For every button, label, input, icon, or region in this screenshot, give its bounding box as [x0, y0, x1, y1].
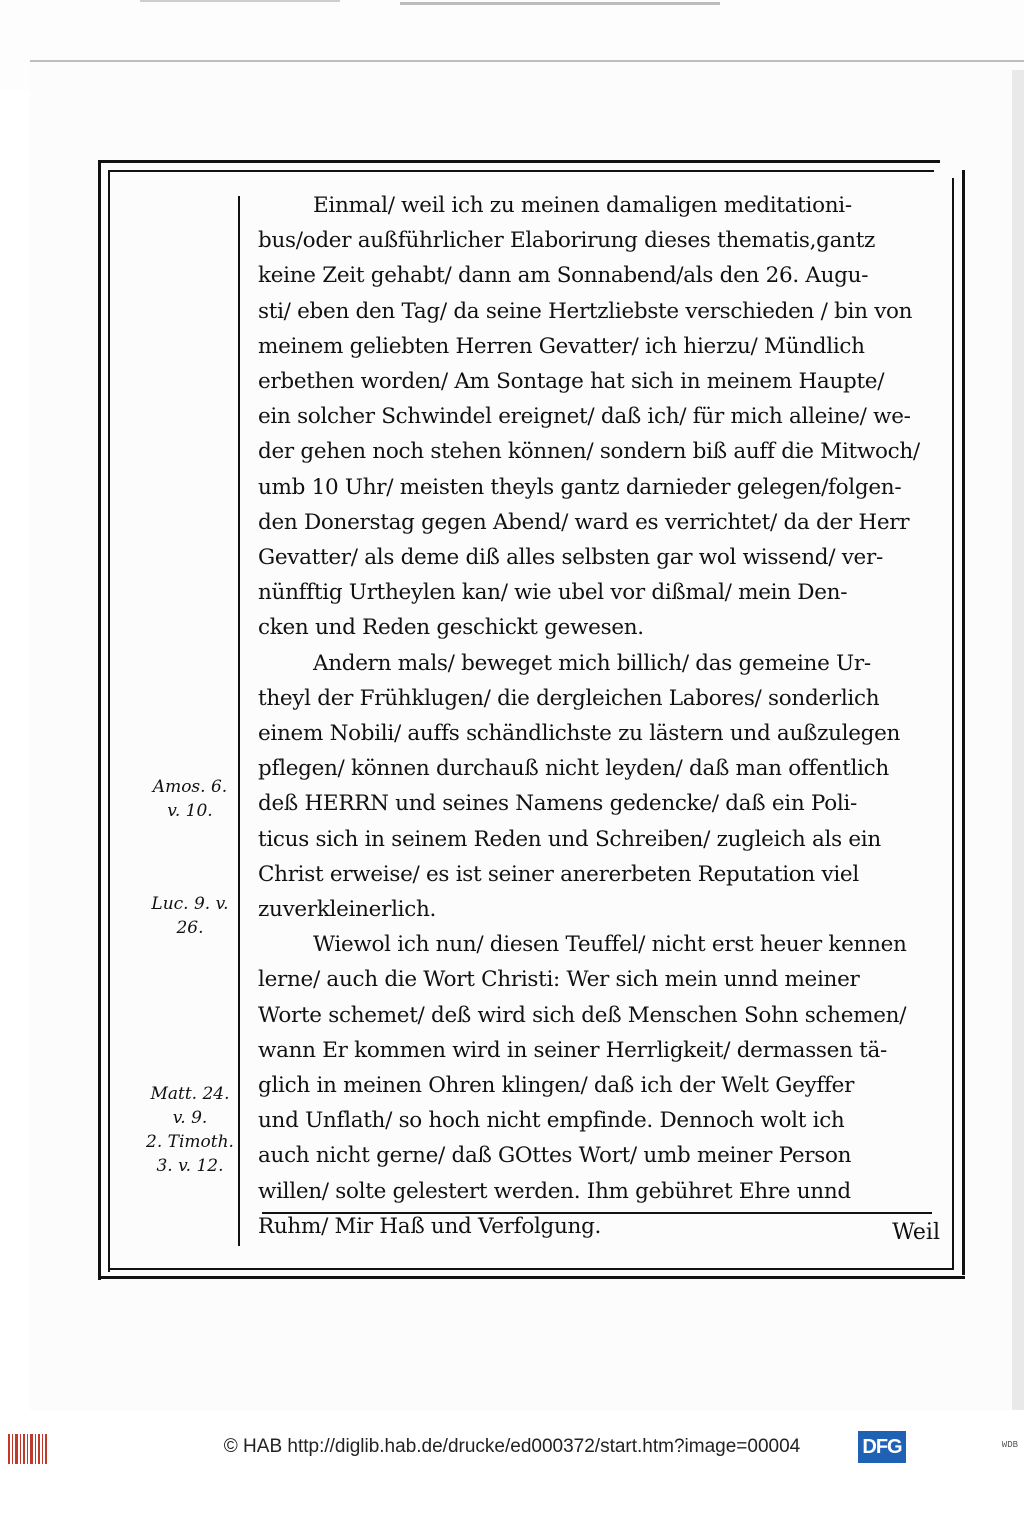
print-speck: [140, 0, 340, 2]
text-line: Andern mals/ beweget mich billich/ das gemeine Ur-: [313, 650, 871, 676]
text-line: und Unflath/ so hoch nicht empfinde. Dennoch wolt ich: [258, 1108, 845, 1134]
text-line: willen/ solte gelestert werden. Ihm gebühret Ehre unnd: [258, 1178, 851, 1204]
print-speck: [400, 2, 720, 5]
dfg-logo[interactable]: DFG: [858, 1431, 906, 1463]
footer-bar: [0, 1410, 1024, 1524]
margin-note: [140, 892, 240, 1082]
margin-note-line: v. 9.: [172, 1108, 208, 1128]
frame-bottom-inner: [108, 1268, 954, 1270]
text-line: sti/ eben den Tag/ da seine Hertzliebste verschieden / bin von: [258, 298, 913, 324]
frame-right-outer: [962, 170, 965, 1275]
text-line: cken und Reden geschickt gewesen.: [258, 615, 644, 641]
frame-bottom-outer: [98, 1276, 965, 1279]
frame-top-inner: [108, 170, 934, 172]
text-line: pflegen/ können durchauß nicht leyden/ daß man offentlich: [258, 756, 889, 782]
text-line: deß HERRN und seines Namens gedencke/ daß ein Poli-: [258, 791, 857, 817]
margin-notes: [140, 775, 240, 1178]
text-line: erbethen worden/ Am Sontage hat sich in meinem Haupte/: [258, 369, 885, 395]
main-text-block: [258, 188, 938, 1244]
text-line: Worte schemet/ deß wird sich deß Menschen Sohn schemen/: [258, 1002, 907, 1028]
text-line: umb 10 Uhr/ meisten theyls gantz darnieder gelegen/folgen-: [258, 474, 902, 500]
page-edge-shadow: [1012, 70, 1024, 1410]
margin-note-line: 26.: [176, 918, 204, 938]
text-line: den Donerstag gegen Abend/ ward es verrichtet/ da der Herr: [258, 509, 910, 535]
text-line: wann Er kommen wird in seiner Herrligkeit/ dermassen tä-: [258, 1037, 887, 1063]
text-line: meinem geliebten Herren Gevatter/ ich hierzu/ Mündlich: [258, 333, 865, 359]
text-line: der gehen noch stehen können/ sondern biß auff die Mitwoch/: [258, 439, 920, 465]
frame-left-inner: [108, 170, 110, 1272]
frame-top-outer: [98, 160, 940, 163]
margin-note: [140, 775, 240, 892]
text-line: zuverkleinerlich.: [258, 897, 437, 923]
margin-note-line: v. 10.: [167, 801, 213, 821]
text-line: Ruhm/ Mir Haß und Verfolgung.: [258, 1213, 602, 1239]
text-line: einem Nobili/ auffs schändlichste zu lästern und außzulegen: [258, 721, 901, 747]
text-line: Wiewol ich nun/ diesen Teuffel/ nicht erst heuer kennen: [313, 932, 907, 958]
text-line: nünfftig Urtheylen kan/ wie ubel vor dißmal/ mein Den-: [258, 580, 848, 606]
text-line: lerne/ auch die Wort Christi: Wer sich mein unnd meiner: [258, 967, 860, 993]
wdb-label: WDB: [1001, 1440, 1018, 1450]
margin-note-line: Matt. 24.: [150, 1084, 230, 1104]
margin-note: [140, 1082, 240, 1178]
text-line: bus/oder außführlicher Elaborirung dieses thematis,gantz: [258, 228, 876, 254]
frame-right-inner: [952, 178, 954, 1268]
text-line: ticus sich in seinem Reden und Schreiben/ zugleich als ein: [258, 826, 881, 852]
text-line: Gevatter/ als deme diß alles selbsten gar wol wissend/ ver-: [258, 545, 883, 571]
margin-note-line: Amos. 6.: [152, 777, 228, 797]
text-line: keine Zeit gehabt/ dann am Sonnabend/als den 26. Augu-: [258, 263, 869, 289]
text-line: Christ erweise/ es ist seiner anererbeten Reputation viel: [258, 861, 859, 887]
text-line: auch nicht gerne/ daß GOttes Wort/ umb meiner Person: [258, 1143, 852, 1169]
margin-note-line: 3. v. 12.: [156, 1156, 224, 1176]
text-line: ein solcher Schwindel ereignet/ daß ich/ für mich alleine/ we-: [258, 404, 911, 430]
frame-left-outer: [98, 160, 101, 1280]
text-line: Einmal/ weil ich zu meinen damaligen meditationi-: [313, 193, 852, 218]
margin-note-line: 2. Timoth.: [146, 1132, 234, 1152]
text-line: glich in meinen Ohren klingen/ daß ich der Welt Geyffer: [258, 1073, 855, 1099]
text-line: theyl der Frühklugen/ die dergleichen Labores/ sonderlich: [258, 685, 880, 711]
margin-note-line: Luc. 9. v.: [151, 894, 229, 914]
copyright-link[interactable]: © HAB http://diglib.hab.de/drucke/ed000372/start.htm?image=00004: [223, 1436, 801, 1457]
catchword: Weil: [892, 1220, 940, 1245]
